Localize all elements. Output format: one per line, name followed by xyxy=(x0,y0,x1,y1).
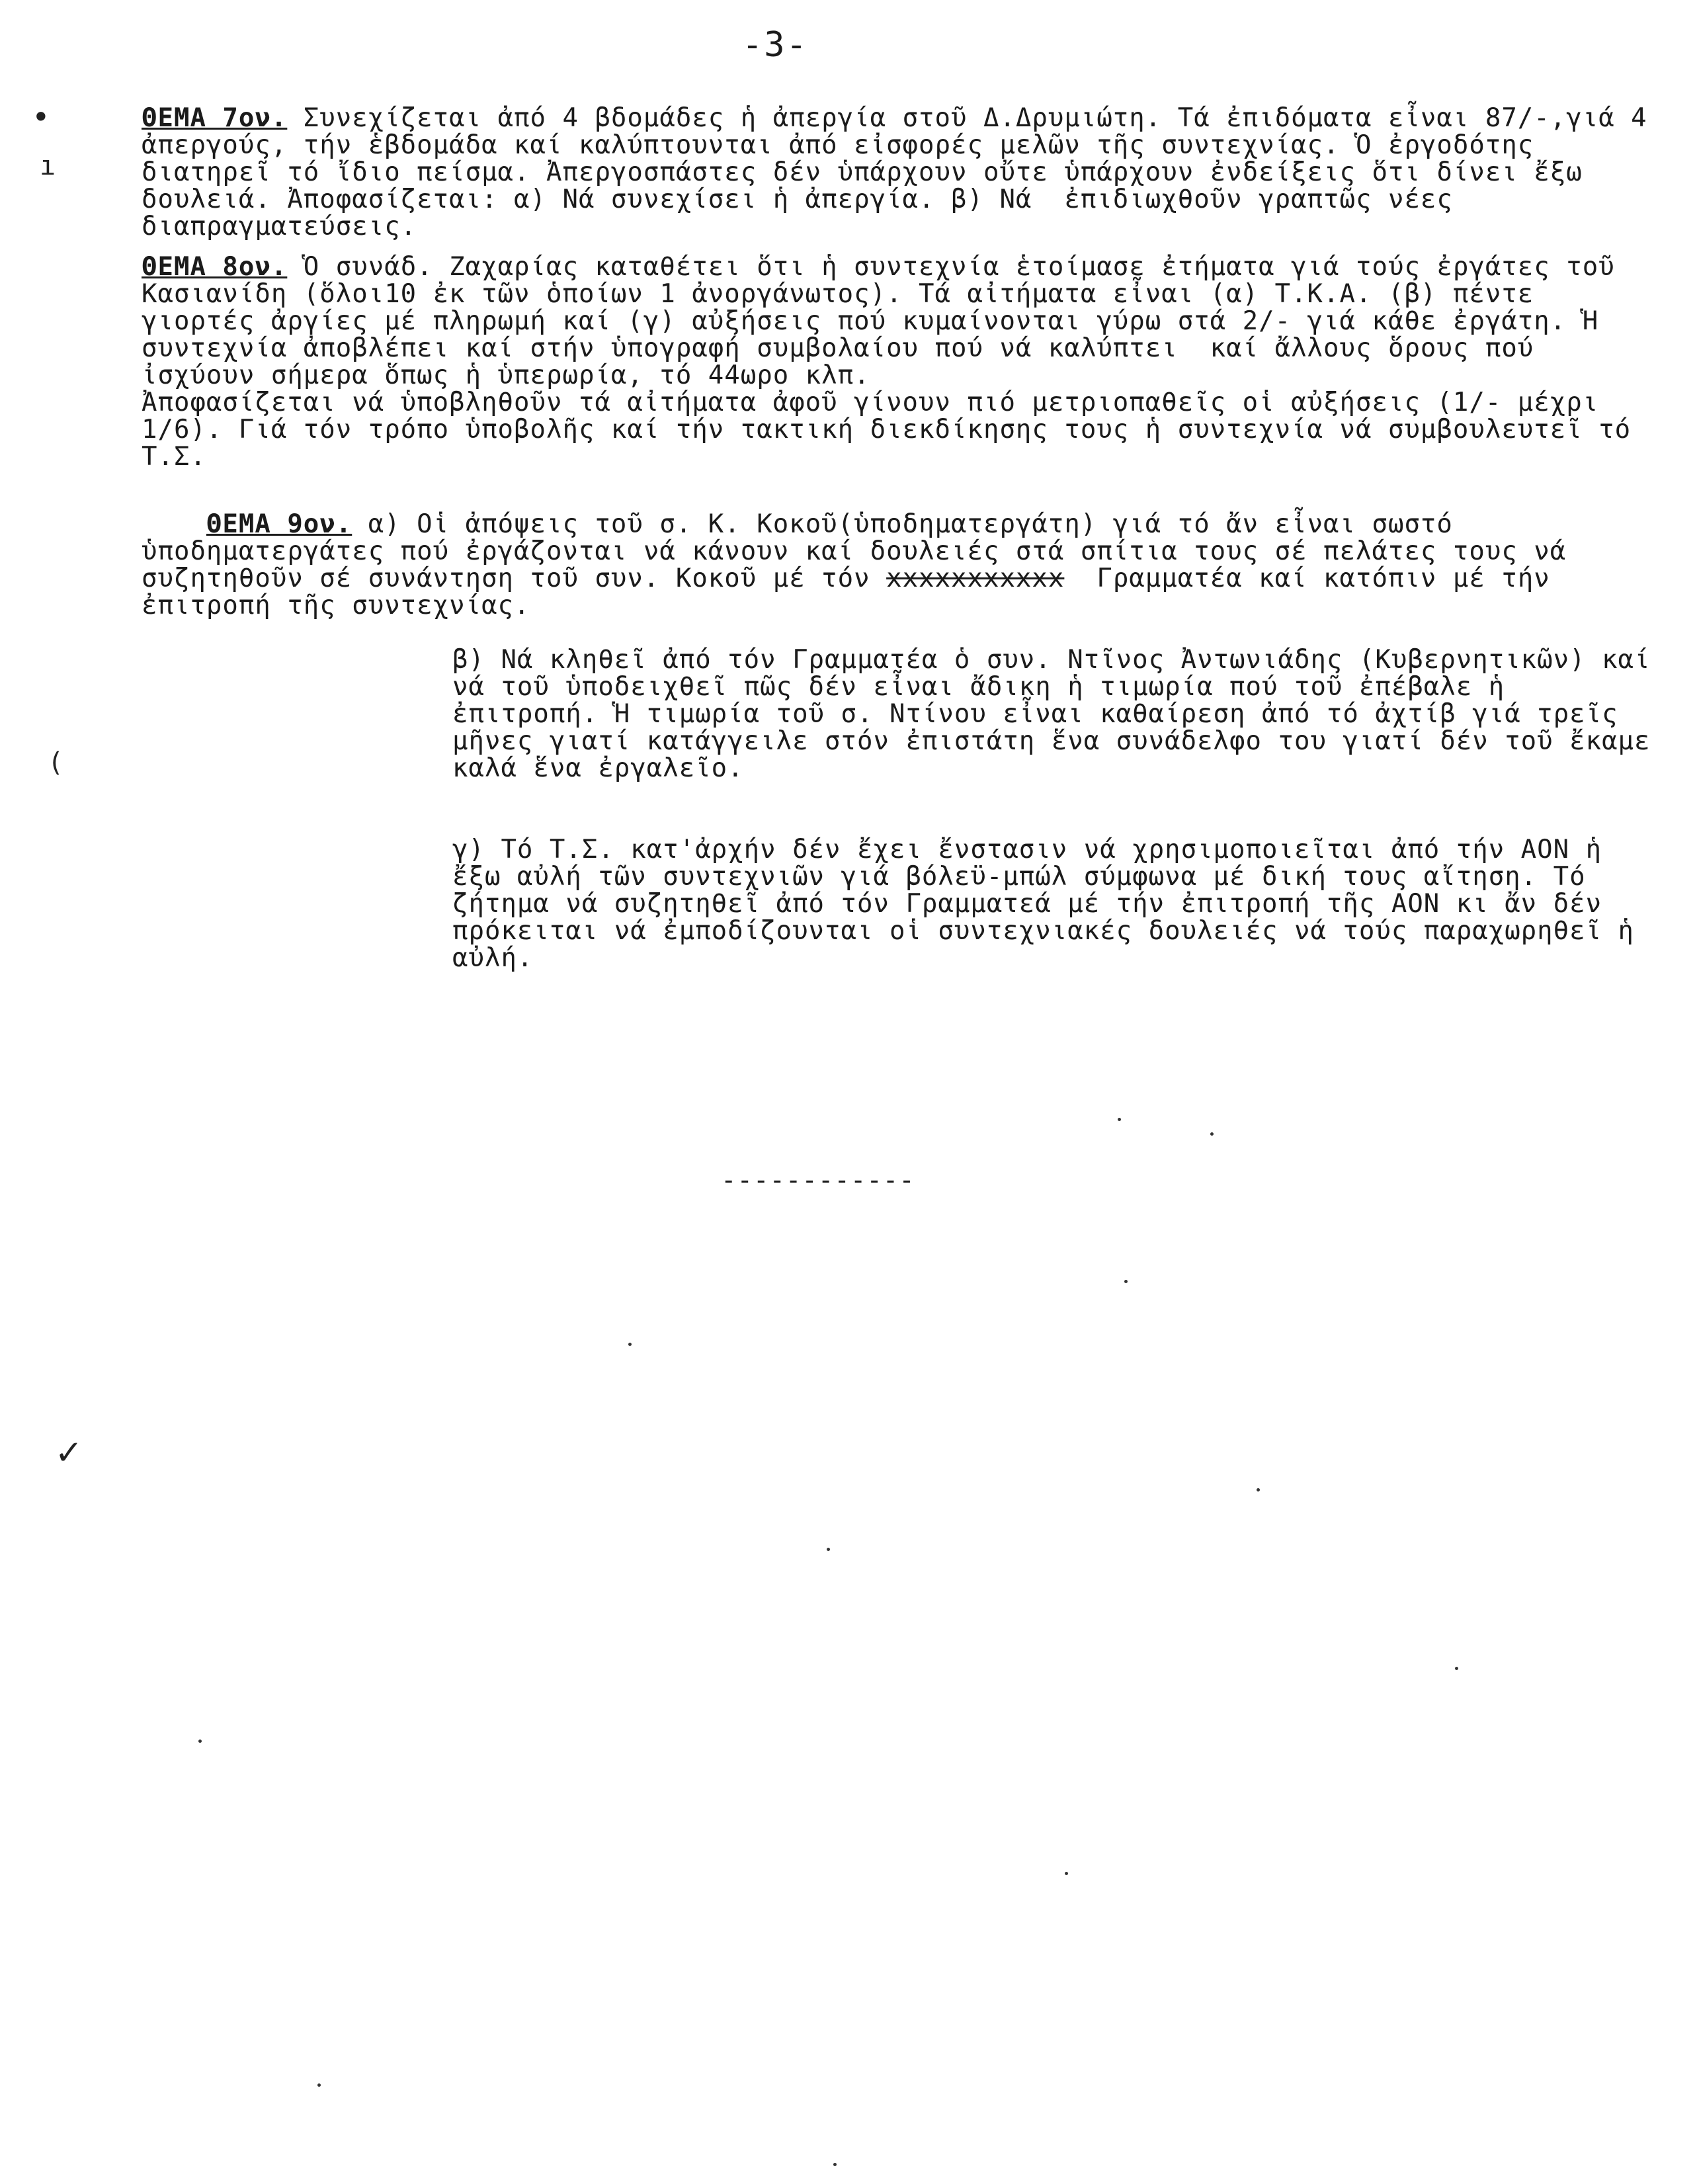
topic-9-item-a-end: Γραμματέα καί κατόπιν μέ τήν ἐπιτροπή τῆς συντεχνίας. xyxy=(142,564,1567,620)
scan-speck xyxy=(628,1343,632,1346)
topic-9-item-a: α) Οἱ ἀπόψεις τοῦ σ. Κ. Κοκοῦ(ὑποδηματεργάτη) γιά τό ἄν εἶναι σωστό ὑποδηματεργάτες πού ἐργάζονται νά κάνουν καί δουλειές στά σπίτια τους σέ πελάτες τους νά συζητηθοῦν σέ συνάντηση τοῦ συν. Κοκοῦ μέ τόν xyxy=(142,509,1583,593)
margin-check-mark: ✓ xyxy=(57,1429,80,1474)
scan-speck xyxy=(1257,1488,1260,1491)
document-body xyxy=(142,103,1667,1039)
end-divider: ------------ xyxy=(721,1165,915,1195)
topic-9-paragraph xyxy=(142,483,1667,1026)
topic-7-heading: ΘΕΜΑ 7ον. xyxy=(142,103,288,133)
scan-speck xyxy=(833,2163,837,2166)
scan-speck xyxy=(198,1740,202,1743)
topic-7-text: Συνεχίζεται ἀπό 4 βδομάδες ἡ ἀπεργία στοῦ Δ.Δρυμιώτη. Τά ἐπιδόματα εἶναι 87/-,γιά 4 ἀπεργούς, τήν ἑβδομάδα καί καλύπτουνται ἀπό εἰσφορές μελῶν τῆς συντεχνίας. Ὁ ἐργοδότης διατηρεῖ τό ἴδιο πείσμα. Ἀπεργοσπάστες δέν ὑπάρχουν οὔτε ὑπάρχουν ἐνδείξεις ὅτι δίνει ἔξω δουλειά. Ἀποφασίζεται: α) Νά συνεχίσει ἡ ἀπεργία. β) Νά ἐπιδιωχθοῦν γραπτῶς νέες διαπραγματεύσεις. xyxy=(142,103,1664,241)
topic-8-paragraph xyxy=(142,253,1663,470)
scan-speck xyxy=(317,2083,321,2087)
topic-9-struck-text: xxxxxxxxxxx xyxy=(886,564,1065,593)
scan-speck xyxy=(1118,1118,1121,1121)
margin-pin-mark: • xyxy=(32,99,50,135)
scan-speck xyxy=(827,1548,830,1551)
topic-7-paragraph xyxy=(142,105,1663,240)
scan-speck xyxy=(1210,1132,1214,1136)
page-number: -3- xyxy=(742,25,808,65)
topic-8-text: Ὁ συνάδ. Ζαχαρίας καταθέτει ὅτι ἡ συντεχνία ἑτοίμασε ἐτήματα γιά τούς ἐργάτες τοῦ Κασιανίδη (ὅλοι10 ἐκ τῶν ὁποίων 1 ἀνοργάνωτος). Τά αἰτήματα εἶναι (α) Τ.Κ.Α. (β) πέντε γιορτές ἀργίες μέ πληρωμή καί (γ) αὐξήσεις πού κυμαίνονται γύρω στά 2/- γιά κάθε ἐργάτη. Ἡ συντεχνία ἀποβλέπει καί στήν ὑπογραφή συμβολαίου πού νά καλύπτει καί ἄλλους ὅρους πού ἰσχύουν σήμερα ὅπως ἡ ὑπερωρία, τό 44ωρο κλπ. Ἀποφασίζεται νά ὑποβληθοῦν τά αἰτήματα ἀφοῦ γίνουν πιό μετριοπαθεῖς οἱ αὐξήσεις (1/- μέχρι 1/6). Γιά τόν τρόπο ὑποβολῆς καί τήν τακτική διεκδίκησης τους ἡ συντεχνία νά συμβουλευτεῖ τό Τ.Σ. xyxy=(142,252,1632,472)
margin-bracket-mark: ( xyxy=(48,747,64,778)
scan-speck xyxy=(1124,1280,1128,1283)
margin-tick-mark: ı xyxy=(40,151,56,181)
topic-9-heading: ΘΕΜΑ 9ον. xyxy=(206,509,352,539)
topic-9-item-c: γ) Τό Τ.Σ. κατ'ἀρχήν δέν ἔχει ἔνστασιν νά χρησιμοποιεῖται ἀπό τήν ΑΟΝ ἡ ἔξω αὐλή τῶν συντεχνιῶν γιά βόλεϋ-μπώλ σύμφωνα μέ δική τους αἴτηση. Τό ζήτημα νά συζητηθεῖ ἀπό τόν Γραμματεά μέ τήν ἐπιτροπή τῆς ΑΟΝ κι ἄν δέν πρόκειται νά ἐμποδίζουνται οἱ συντεχνιακές δουλειές νά τούς παραχωρηθεῖ ἡ αὐλή. xyxy=(452,835,1651,973)
scan-speck xyxy=(1455,1667,1458,1670)
topic-9-item-b: β) Νά κληθεῖ ἀπό τόν Γραμματέα ὁ συν. Ντῖνος Ἀντωνιάδης (Κυβερνητικῶν) καί νά τοῦ ὑποδειχθεῖ πῶς δέν εἶναι ἄδικη ἡ τιμωρία πού τοῦ ἐπέβαλε ἡ ἐπιτροπή. Ἡ τιμωρία τοῦ σ. Ντίνου εἶναι καθαίρεση ἀπό τό ἀχτίβ γιά τρεῖς μῆνες γιατί κατάγγειλε στόν ἐπιστάτη ἕνα συνάδελφο του γιατί δέν τοῦ ἔκαμε καλά ἕνα ἐργαλεῖο. xyxy=(452,645,1667,783)
scan-speck xyxy=(1065,1872,1068,1875)
topic-8-heading: ΘΕΜΑ 8ον. xyxy=(142,252,288,282)
